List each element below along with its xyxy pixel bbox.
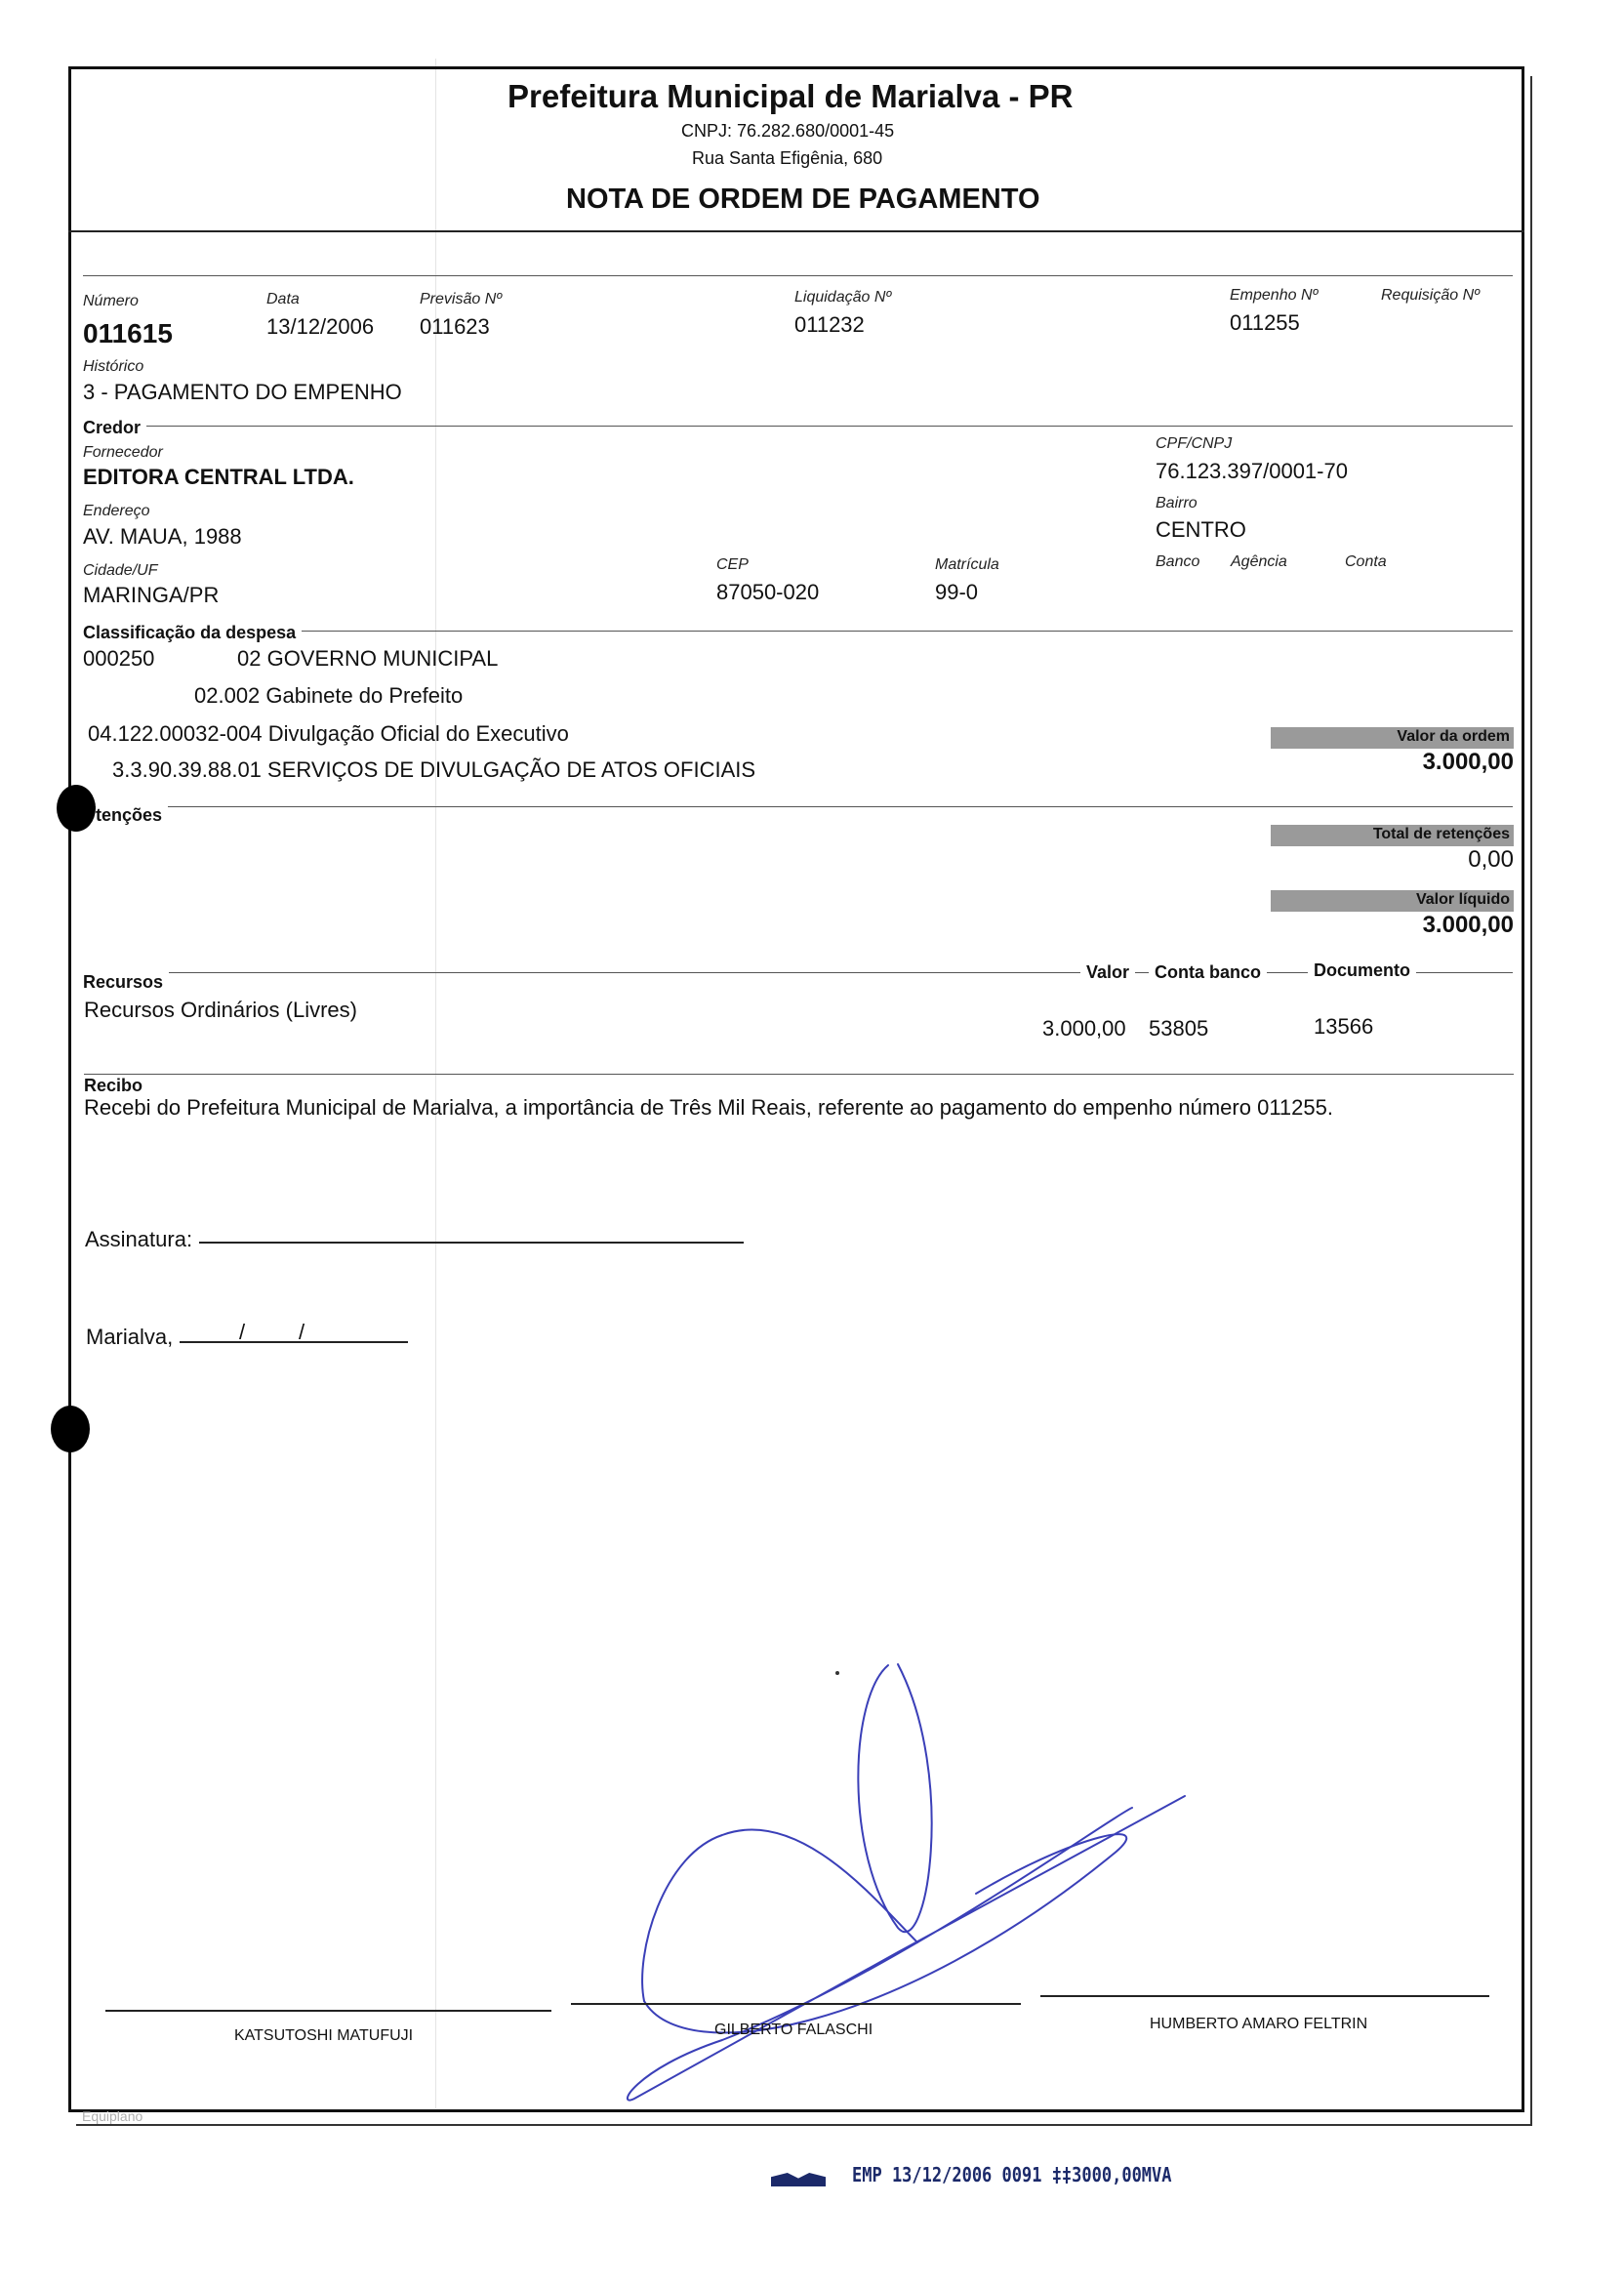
data-value: 13/12/2006	[266, 314, 375, 339]
historico-value: 3 - PAGAMENTO DO EMPENHO	[83, 380, 402, 404]
date-line	[180, 1341, 408, 1343]
stamp-logo-icon	[771, 2173, 826, 2186]
recursos-valor: 3.000,00	[1042, 1016, 1126, 1041]
matricula-label: Matrícula	[935, 556, 999, 573]
handwritten-signature	[605, 1659, 1210, 2108]
recursos-conta: 53805	[1149, 1016, 1209, 1041]
previsao-value: 011623	[420, 314, 490, 339]
signatory-1: KATSUTOSHI MATUFUJI	[234, 2027, 414, 2044]
local-label: Marialva,	[86, 1325, 174, 1349]
header-address: Rua Santa Efigênia, 680	[692, 148, 883, 168]
empenho-value: 011255	[1230, 310, 1300, 335]
header-cnpj: CNPJ: 76.282.680/0001-45	[681, 121, 895, 141]
recursos-descricao: Recursos Ordinários (Livres)	[84, 998, 357, 1022]
equiplano-watermark: Equiplano	[82, 2108, 143, 2124]
assinatura-line	[199, 1242, 744, 1244]
requisicao-label: Requisição Nº	[1381, 287, 1480, 304]
empenho-label: Empenho Nº	[1230, 287, 1319, 304]
liquidacao-value: 011232	[794, 312, 865, 337]
doc-title: NOTA DE ORDEM DE PAGAMENTO	[566, 184, 1040, 215]
conta-label: Conta	[1345, 553, 1387, 570]
previsao-label: Previsão Nº	[420, 291, 503, 307]
signature-line-2	[571, 2003, 1021, 2005]
total-retencoes-value: 0,00	[1468, 846, 1514, 873]
signature-line-1	[105, 2010, 551, 2012]
classificacao-line1: 02 GOVERNO MUNICIPAL	[237, 646, 499, 671]
fields-top-rule	[83, 275, 1513, 276]
endereco-label: Endereço	[83, 503, 150, 519]
header-divider	[68, 230, 1524, 232]
date-slash-2: /	[299, 1320, 305, 1344]
fornecedor-label: Fornecedor	[83, 444, 163, 461]
assinatura-label: Assinatura:	[85, 1227, 193, 1251]
signatory-3: HUMBERTO AMARO FELTRIN	[1150, 2016, 1368, 2032]
classificacao-section-title: Classificação da despesa	[83, 623, 302, 643]
recursos-documento: 13566	[1314, 1014, 1374, 1039]
signatory-2: GILBERTO FALASCHI	[714, 2022, 873, 2038]
punch-hole-mark-2	[51, 1406, 90, 1452]
numero-label: Número	[83, 293, 139, 309]
recursos-rule	[83, 972, 1513, 973]
valor-liquido-value: 3.000,00	[1422, 912, 1514, 938]
classificacao-code: 000250	[83, 646, 155, 671]
credor-rule	[83, 426, 1513, 427]
valor-liquido-label: Valor líquido	[1415, 891, 1510, 908]
retencoes-rule	[83, 806, 1513, 807]
bairro-label: Bairro	[1156, 495, 1198, 511]
classificacao-line2: 02.002 Gabinete do Prefeito	[194, 683, 464, 708]
agencia-label: Agência	[1231, 553, 1287, 570]
header-title: Prefeitura Municipal de Marialva - PR	[508, 78, 1074, 114]
cidade-label: Cidade/UF	[83, 562, 158, 579]
cep-value: 87050-020	[716, 580, 820, 604]
recursos-section-title: Recursos	[83, 972, 169, 993]
endereco-value: AV. MAUA, 1988	[83, 524, 242, 549]
recibo-rule	[84, 1074, 1514, 1075]
valor-ordem-label: Valor da ordem	[1397, 728, 1510, 745]
credor-section-title: Credor	[83, 418, 146, 438]
cpf-value: 76.123.397/0001-70	[1156, 459, 1348, 483]
date-slash-1: /	[239, 1320, 246, 1344]
data-label: Data	[266, 291, 300, 307]
recursos-conta-header: Conta banco	[1149, 962, 1267, 983]
numero-value: 011615	[83, 318, 173, 348]
punch-hole-mark	[57, 785, 96, 832]
signature-line-3	[1040, 1995, 1489, 1997]
valor-ordem-bar	[1271, 727, 1514, 749]
classificacao-line4: 3.3.90.39.88.01 SERVIÇOS DE DIVULGAÇÃO DE ATOS OFICIAIS	[112, 757, 756, 782]
cep-label: CEP	[716, 556, 749, 573]
valor-ordem-value: 3.000,00	[1422, 749, 1514, 775]
classificacao-line3: 04.122.00032-004 Divulgação Oficial do Executivo	[88, 721, 569, 746]
cidade-value: MARINGA/PR	[83, 583, 220, 607]
cpf-label: CPF/CNPJ	[1156, 435, 1233, 452]
recibo-section-title: Recibo	[84, 1076, 148, 1096]
recursos-valor-header: Valor	[1080, 962, 1135, 983]
total-retencoes-label: Total de retenções	[1372, 826, 1510, 842]
fornecedor-value: EDITORA CENTRAL LTDA.	[83, 465, 354, 489]
recibo-text: Recebi do Prefeitura Municipal de Marialva, a importância de Três Mil Reais, referente ao pagamento do empenho número 011255.	[84, 1095, 1333, 1120]
valor-liquido-bar	[1271, 890, 1514, 912]
bairro-value: CENTRO	[1156, 517, 1246, 542]
banco-label: Banco	[1156, 553, 1200, 570]
historico-label: Histórico	[83, 358, 144, 375]
total-retencoes-bar	[1271, 825, 1514, 846]
bank-stamp: EMP 13/12/2006 0091 ‡‡3000,00MVA	[852, 2163, 1172, 2186]
recursos-documento-header: Documento	[1308, 960, 1416, 981]
retencoes-section-title: tenções	[96, 805, 168, 826]
liquidacao-label: Liquidação Nº	[794, 289, 892, 306]
matricula-value: 99-0	[935, 580, 979, 604]
